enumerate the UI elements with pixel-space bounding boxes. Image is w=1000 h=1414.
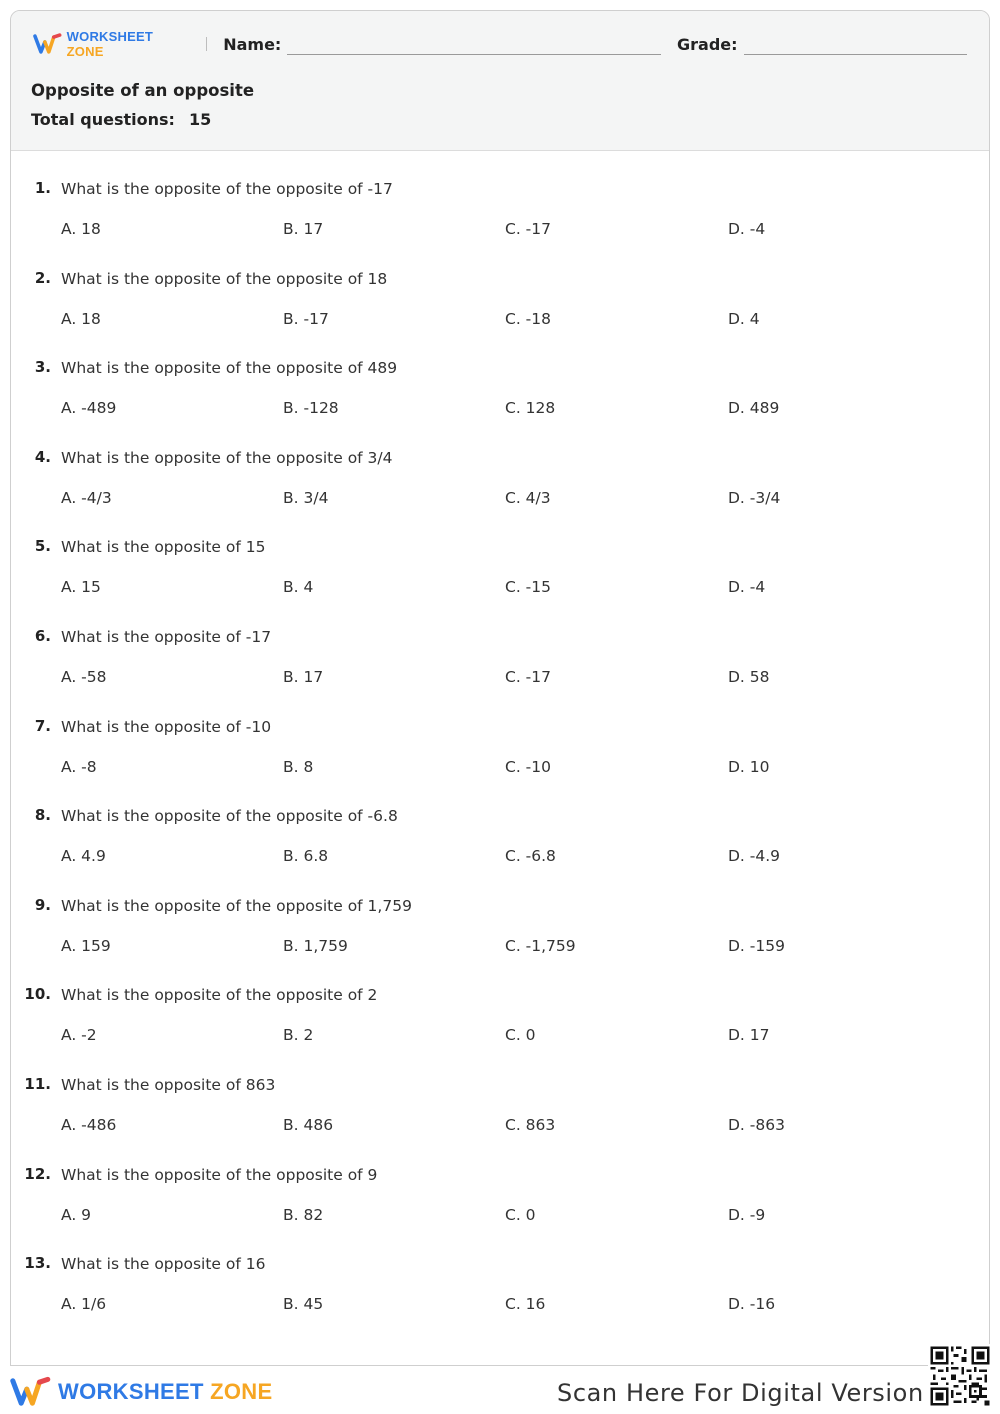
answer-option-d[interactable]: D. 4 <box>728 309 760 328</box>
header-logo-text <box>67 29 193 59</box>
answer-option-a[interactable]: A. -489 <box>61 399 117 418</box>
question-number: 4. <box>34 447 51 466</box>
scan-here-text: Scan Here For Digital Version <box>557 1379 924 1407</box>
answer-option-c[interactable]: C. 128 <box>505 399 556 418</box>
question-text: What is the opposite of -17 <box>61 627 272 646</box>
answer-option-c[interactable]: C. 16 <box>505 1295 546 1314</box>
answer-option-b[interactable]: B. 17 <box>283 667 324 686</box>
qr-code-icon[interactable] <box>928 1344 992 1408</box>
question-number: 8. <box>34 806 51 825</box>
footer-logo-text <box>58 1379 272 1405</box>
question-number: 6. <box>34 626 51 645</box>
answer-option-a[interactable]: A. 4.9 <box>61 847 106 866</box>
footer-logo <box>10 1376 272 1408</box>
answer-option-d[interactable]: D. 58 <box>728 667 770 686</box>
question-list <box>11 176 989 1341</box>
question-text: What is the opposite of the opposite of 9 <box>61 1165 378 1184</box>
answer-option-c[interactable]: C. 863 <box>505 1115 556 1134</box>
answer-option-c[interactable]: C. -17 <box>505 667 551 686</box>
question-number: 11. <box>24 1074 51 1093</box>
question-number: 9. <box>34 895 51 914</box>
answer-option-d[interactable]: D. -863 <box>728 1115 785 1134</box>
answer-option-a[interactable]: A. 18 <box>61 220 101 238</box>
question-number: 1. <box>34 179 51 197</box>
header-divider <box>206 37 207 51</box>
answer-option-c[interactable]: C. -15 <box>505 578 551 597</box>
answer-option-b[interactable]: B. 3/4 <box>283 488 329 507</box>
brand-part1: WORKSHEET <box>66 29 153 44</box>
header-top-row <box>33 29 967 59</box>
worksheet-title: Opposite of an opposite <box>31 81 255 100</box>
answer-option-c[interactable]: C. 0 <box>505 1205 536 1224</box>
question-text: What is the opposite of the opposite of 18 <box>61 269 388 288</box>
answer-option-a[interactable]: A. 9 <box>61 1205 92 1224</box>
answer-option-b[interactable]: B. 2 <box>283 1026 314 1045</box>
answer-option-c[interactable]: C. -10 <box>505 757 551 776</box>
question-item <box>11 534 989 624</box>
total-questions <box>31 110 211 129</box>
worksheet-zone-logo-icon <box>10 1376 52 1408</box>
name-field[interactable] <box>287 39 661 55</box>
question-item <box>11 803 989 893</box>
total-questions-value: 15 <box>188 110 212 129</box>
question-item <box>11 982 989 1072</box>
question-text: What is the opposite of 16 <box>61 1255 266 1274</box>
answer-option-d[interactable]: D. -159 <box>728 936 785 955</box>
answer-option-b[interactable]: B. 17 <box>283 220 324 238</box>
answer-option-b[interactable]: B. 1,759 <box>283 936 348 955</box>
answer-option-b[interactable]: B. 6.8 <box>283 847 329 866</box>
name-label: Name: <box>223 34 282 54</box>
worksheet-zone-logo-icon <box>33 33 63 55</box>
answer-option-d[interactable]: D. 10 <box>728 757 770 776</box>
answer-option-b[interactable]: B. 45 <box>283 1295 324 1314</box>
answer-option-b[interactable]: B. 8 <box>283 757 314 776</box>
question-item <box>11 266 989 356</box>
question-number: 5. <box>34 537 51 556</box>
answer-option-a[interactable]: A. -58 <box>61 667 107 686</box>
answer-option-c[interactable]: C. 0 <box>505 1026 536 1045</box>
question-text: What is the opposite of the opposite of 2 <box>61 986 378 1005</box>
answer-option-c[interactable]: C. -17 <box>505 220 551 238</box>
answer-option-a[interactable]: A. 159 <box>61 936 111 955</box>
question-number: 10. <box>24 985 51 1004</box>
answer-option-b[interactable]: B. 4 <box>283 578 314 597</box>
question-number: 13. <box>24 1254 51 1273</box>
answer-option-a[interactable]: A. 15 <box>61 578 101 597</box>
footer-brand-part1: WORKSHEET <box>58 1379 204 1404</box>
question-item <box>11 624 989 714</box>
answer-option-a[interactable]: A. 1/6 <box>61 1295 107 1314</box>
question-number: 12. <box>24 1164 51 1183</box>
question-item <box>11 1162 989 1252</box>
brand-part2: ZONE <box>66 44 104 59</box>
answer-option-b[interactable]: B. -17 <box>283 309 329 328</box>
worksheet-header <box>11 11 989 151</box>
question-item <box>11 1072 989 1162</box>
answer-option-d[interactable]: D. -3/4 <box>728 488 781 507</box>
answer-option-d[interactable]: D. -9 <box>728 1205 766 1224</box>
question-text: What is the opposite of the opposite of 489 <box>61 359 398 378</box>
answer-option-a[interactable]: A. -4/3 <box>61 488 112 507</box>
answer-option-c[interactable]: C. -18 <box>505 309 551 328</box>
answer-option-d[interactable]: D. 17 <box>728 1026 770 1045</box>
answer-option-a[interactable]: A. -8 <box>61 757 97 776</box>
question-item <box>11 714 989 804</box>
grade-label: Grade: <box>677 34 738 54</box>
answer-option-b[interactable]: B. 82 <box>283 1205 324 1224</box>
question-text: What is the opposite of -10 <box>61 717 272 736</box>
answer-option-c[interactable]: C. 4/3 <box>505 488 551 507</box>
answer-option-b[interactable]: B. -128 <box>283 399 339 418</box>
answer-option-b[interactable]: B. 486 <box>283 1115 334 1134</box>
answer-option-a[interactable]: A. -486 <box>61 1115 117 1134</box>
header-logo <box>33 29 192 59</box>
question-text: What is the opposite of the opposite of -17 <box>61 180 393 198</box>
question-text: What is the opposite of 15 <box>61 538 266 557</box>
answer-option-d[interactable]: D. 489 <box>728 399 780 418</box>
question-item <box>11 176 989 266</box>
answer-option-a[interactable]: A. -2 <box>61 1026 97 1045</box>
answer-option-d[interactable]: D. -4.9 <box>728 847 781 866</box>
footer-brand-part2: ZONE <box>210 1379 273 1404</box>
question-text: What is the opposite of the opposite of -6.8 <box>61 807 398 826</box>
question-item <box>11 355 989 445</box>
worksheet-page <box>10 10 990 1366</box>
answer-option-d[interactable]: D. -4 <box>728 220 766 238</box>
question-text: What is the opposite of 863 <box>61 1075 276 1094</box>
total-questions-label: Total questions: <box>31 110 175 129</box>
answer-option-a[interactable]: A. 18 <box>61 309 101 328</box>
question-item <box>11 1251 989 1341</box>
question-number: 3. <box>34 358 51 377</box>
question-item <box>11 445 989 535</box>
question-text: What is the opposite of the opposite of 1,759 <box>61 896 412 915</box>
question-number: 2. <box>34 268 51 287</box>
answer-option-d[interactable]: D. -4 <box>728 578 766 597</box>
answer-option-c[interactable]: C. -1,759 <box>505 936 576 955</box>
question-text: What is the opposite of the opposite of 3/4 <box>61 448 393 467</box>
answer-option-c[interactable]: C. -6.8 <box>505 847 556 866</box>
grade-field[interactable] <box>744 39 967 55</box>
answer-option-d[interactable]: D. -16 <box>728 1295 776 1314</box>
question-item <box>11 893 989 983</box>
question-number: 7. <box>34 716 51 735</box>
